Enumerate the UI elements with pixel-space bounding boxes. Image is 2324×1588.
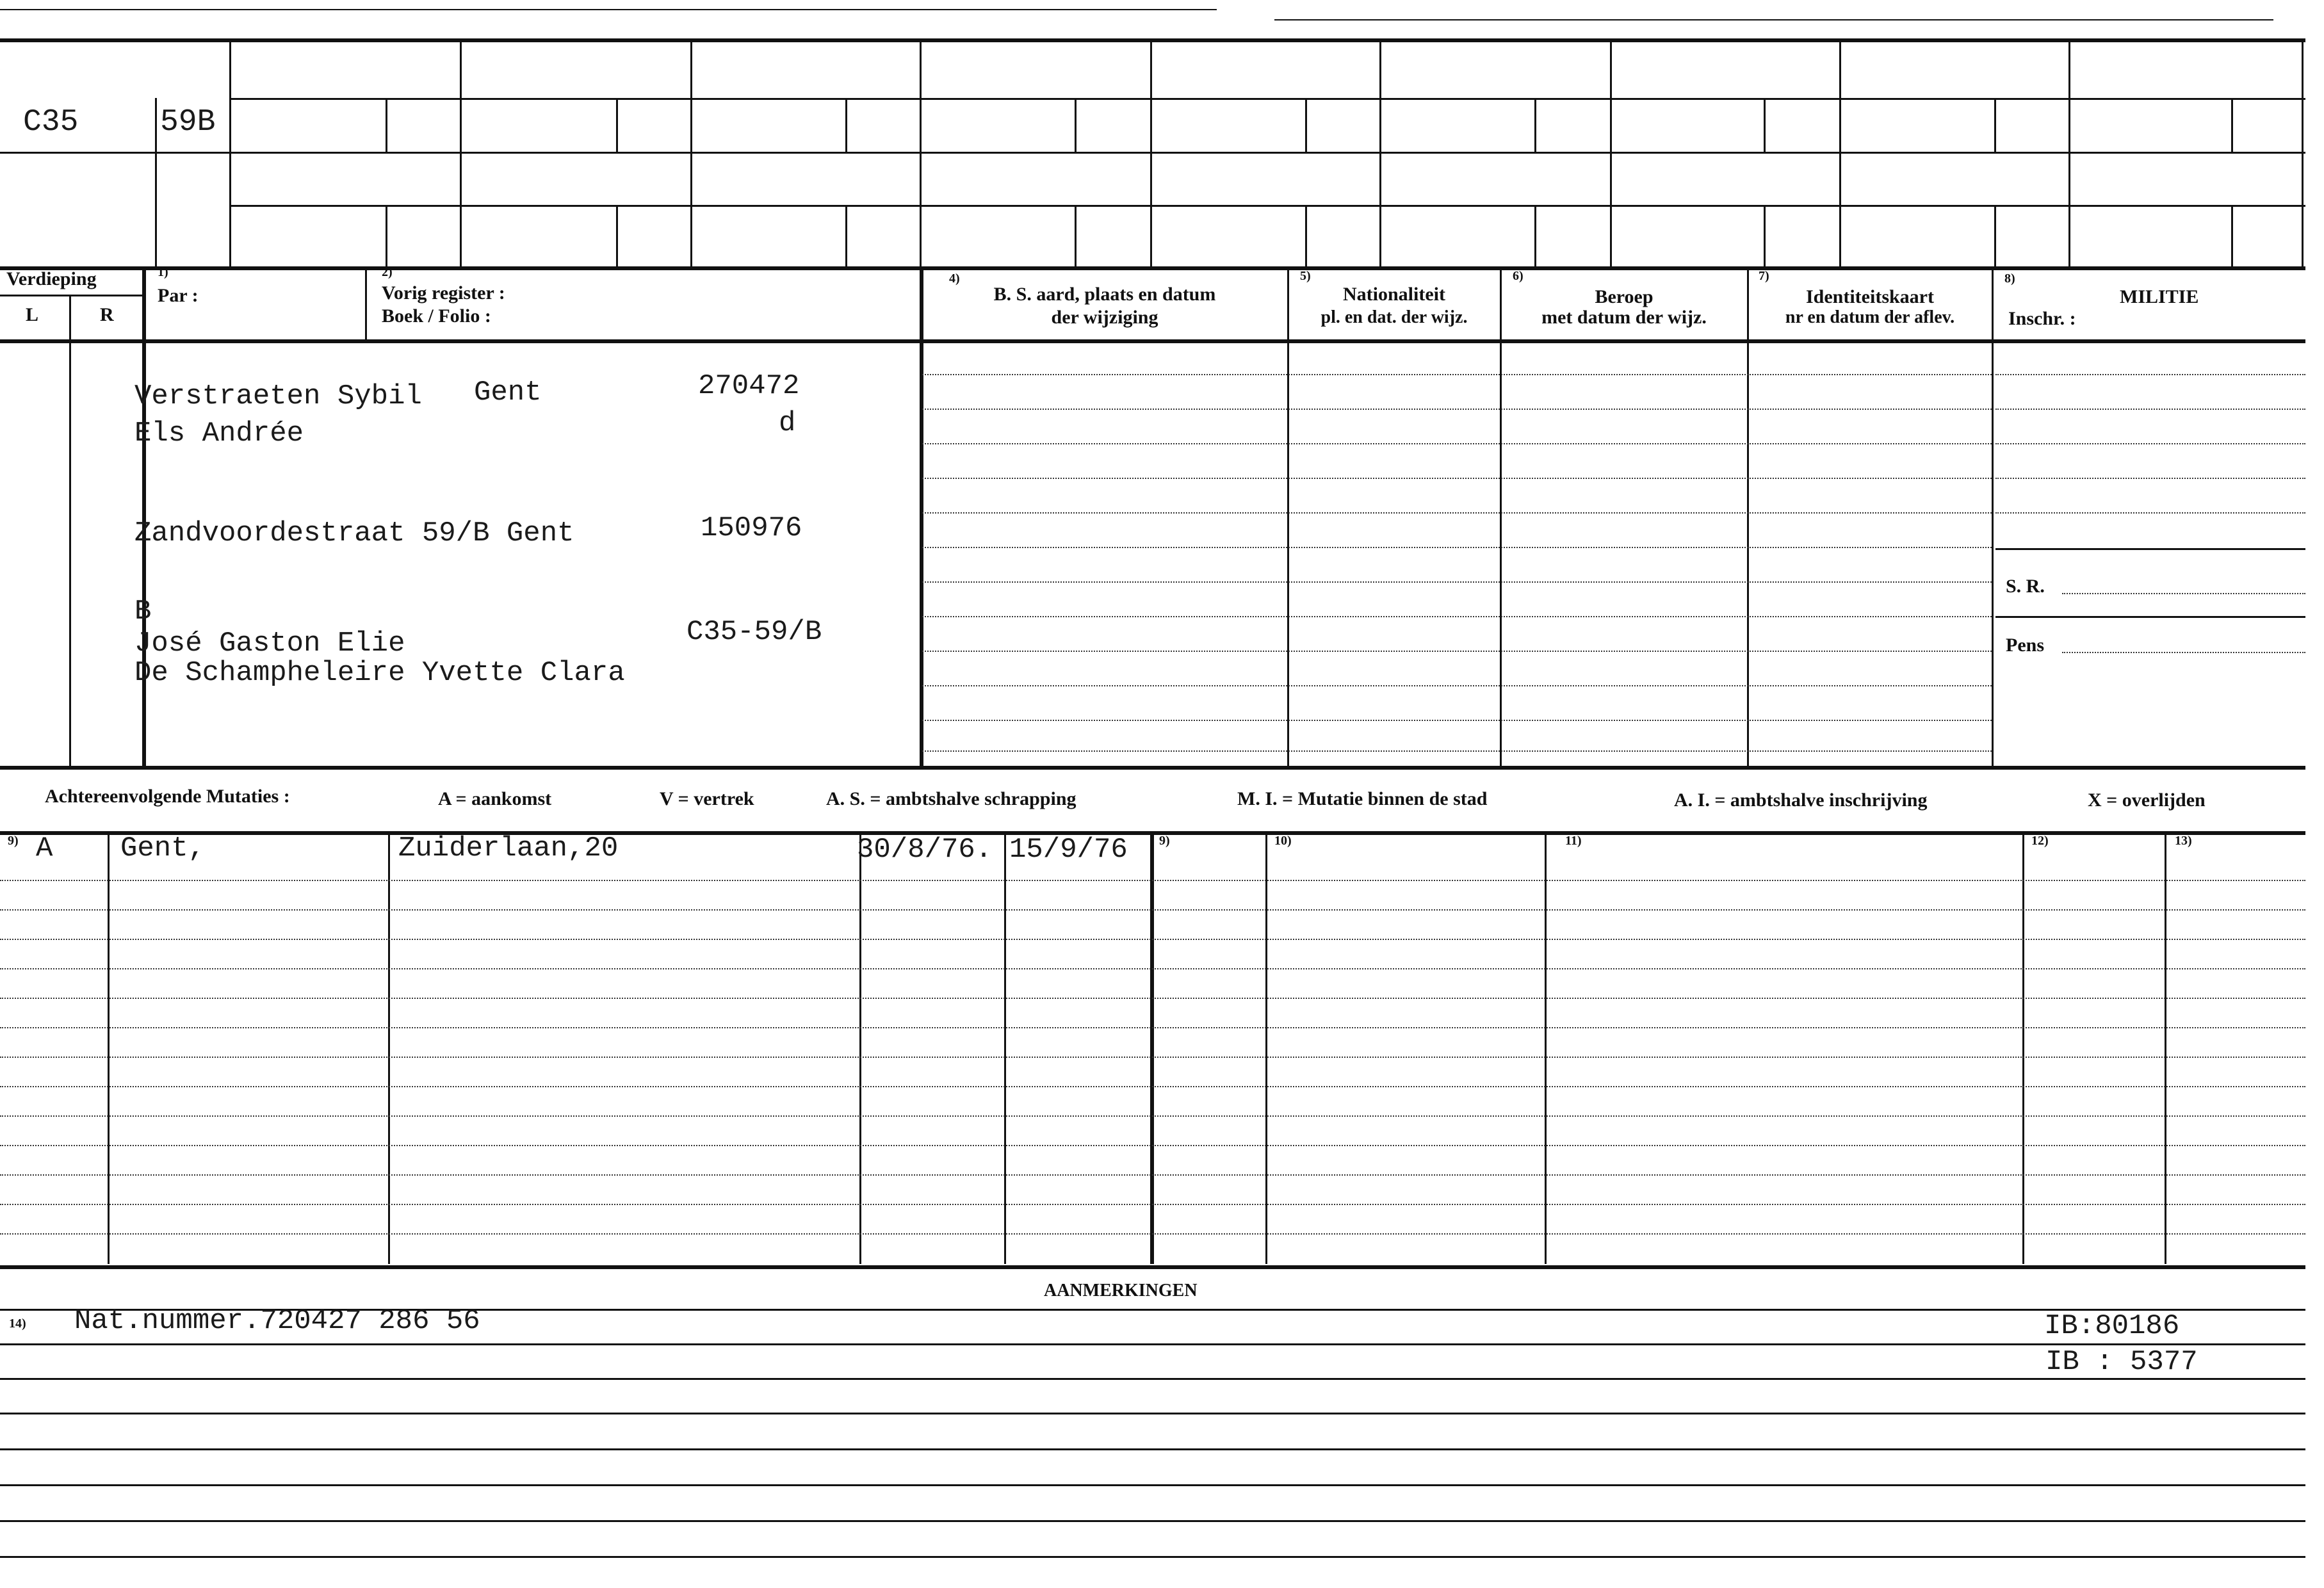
vorig-register-label: Vorig register : (382, 282, 505, 304)
legend-v: V = vertrek (660, 788, 754, 809)
mutation-city: Gent, (120, 832, 206, 864)
person-name: Verstraeten Sybil (134, 380, 422, 412)
mutation-type: A (36, 832, 53, 864)
field-number-7: 7) (1759, 269, 1769, 283)
ib-number-1: IB:80186 (2044, 1310, 2180, 1342)
mutation-col-number-13: 13) (2175, 834, 2192, 848)
mutation-street: Zuiderlaan,20 (398, 832, 619, 864)
pens-label: Pens (2006, 635, 2044, 656)
verdieping-l-label: L (26, 304, 39, 325)
verdieping-r-label: R (100, 304, 114, 325)
identity-header-line2: nr en datum der aflev. (1785, 307, 1955, 327)
inschr-label: Inschr. : (2008, 308, 2076, 329)
legend-a: A = aankomst (438, 788, 552, 809)
field-number-2: 2) (382, 265, 393, 279)
father-name: José Gaston Elie (134, 628, 405, 660)
national-number: Nat.nummer.720427 286 56 (74, 1305, 480, 1337)
birth-date: 270472 (698, 370, 800, 402)
nationality-header-line2: pl. en dat. der wijz. (1320, 307, 1468, 327)
mother-name: De Schampheleire Yvette Clara (134, 657, 625, 689)
register-code-2: 59B (160, 105, 216, 140)
field-number-5: 5) (1300, 269, 1311, 283)
beroep-header-line1: Beroep (1595, 286, 1654, 307)
mutation-col-number-12: 12) (2031, 834, 2049, 848)
person-b-mark: B (134, 596, 152, 628)
identity-header-line1: Identiteitskaart (1806, 286, 1934, 307)
remarks-title: AANMERKINGEN (1044, 1281, 1198, 1300)
person-address: Zandvoordestraat 59/B Gent (134, 517, 574, 549)
sr-label: S. R. (2006, 576, 2045, 597)
mutation-col-number-11: 11) (1565, 834, 1582, 848)
bs-header-line1: B. S. aard, plaats en datum (993, 284, 1216, 305)
remarks-number: 14) (9, 1317, 26, 1331)
mutation-col-number-10: 10) (1274, 834, 1292, 848)
legend-title: Achtereenvolgende Mutaties : (45, 786, 290, 807)
address-date: 150976 (701, 512, 802, 544)
legend-as: A. S. = ambtshalve schrapping (826, 788, 1077, 809)
field-number-8: 8) (2004, 271, 2015, 286)
boek-folio-label: Boek / Folio : (382, 305, 491, 327)
bs-header-line2: der wijziging (1051, 307, 1158, 328)
person-mark: d (779, 407, 796, 439)
mutation-col-number-9a: 9) (8, 834, 19, 848)
mutation-date-2: 15/9/76 (1009, 834, 1128, 866)
par-label: Par : (158, 285, 199, 306)
militie-header: MILITIE (2120, 286, 2199, 307)
verdieping-label: Verdieping (6, 268, 97, 289)
beroep-header-line2: met datum der wijz. (1541, 307, 1707, 328)
ib-number-2: IB : 5377 (2045, 1346, 2198, 1378)
legend-mi: M. I. = Mutatie binnen de stad (1237, 788, 1488, 809)
person-place: Gent (474, 377, 542, 409)
legend-ai: A. I. = ambtshalve inschrijving (1674, 790, 1928, 811)
person-first-names: Els Andrée (134, 417, 304, 450)
field-number-1: 1) (158, 265, 168, 279)
field-number-4: 4) (949, 271, 960, 286)
mutation-col-number-9b: 9) (1159, 834, 1170, 848)
mutation-date-1: 30/8/76. (857, 834, 993, 866)
register-code-1: C35 (23, 105, 79, 140)
field-number-6: 6) (1513, 269, 1524, 283)
register-code: C35-59/B (687, 616, 822, 648)
nationality-header-line1: Nationaliteit (1343, 284, 1445, 305)
legend-x: X = overlijden (2088, 790, 2206, 811)
